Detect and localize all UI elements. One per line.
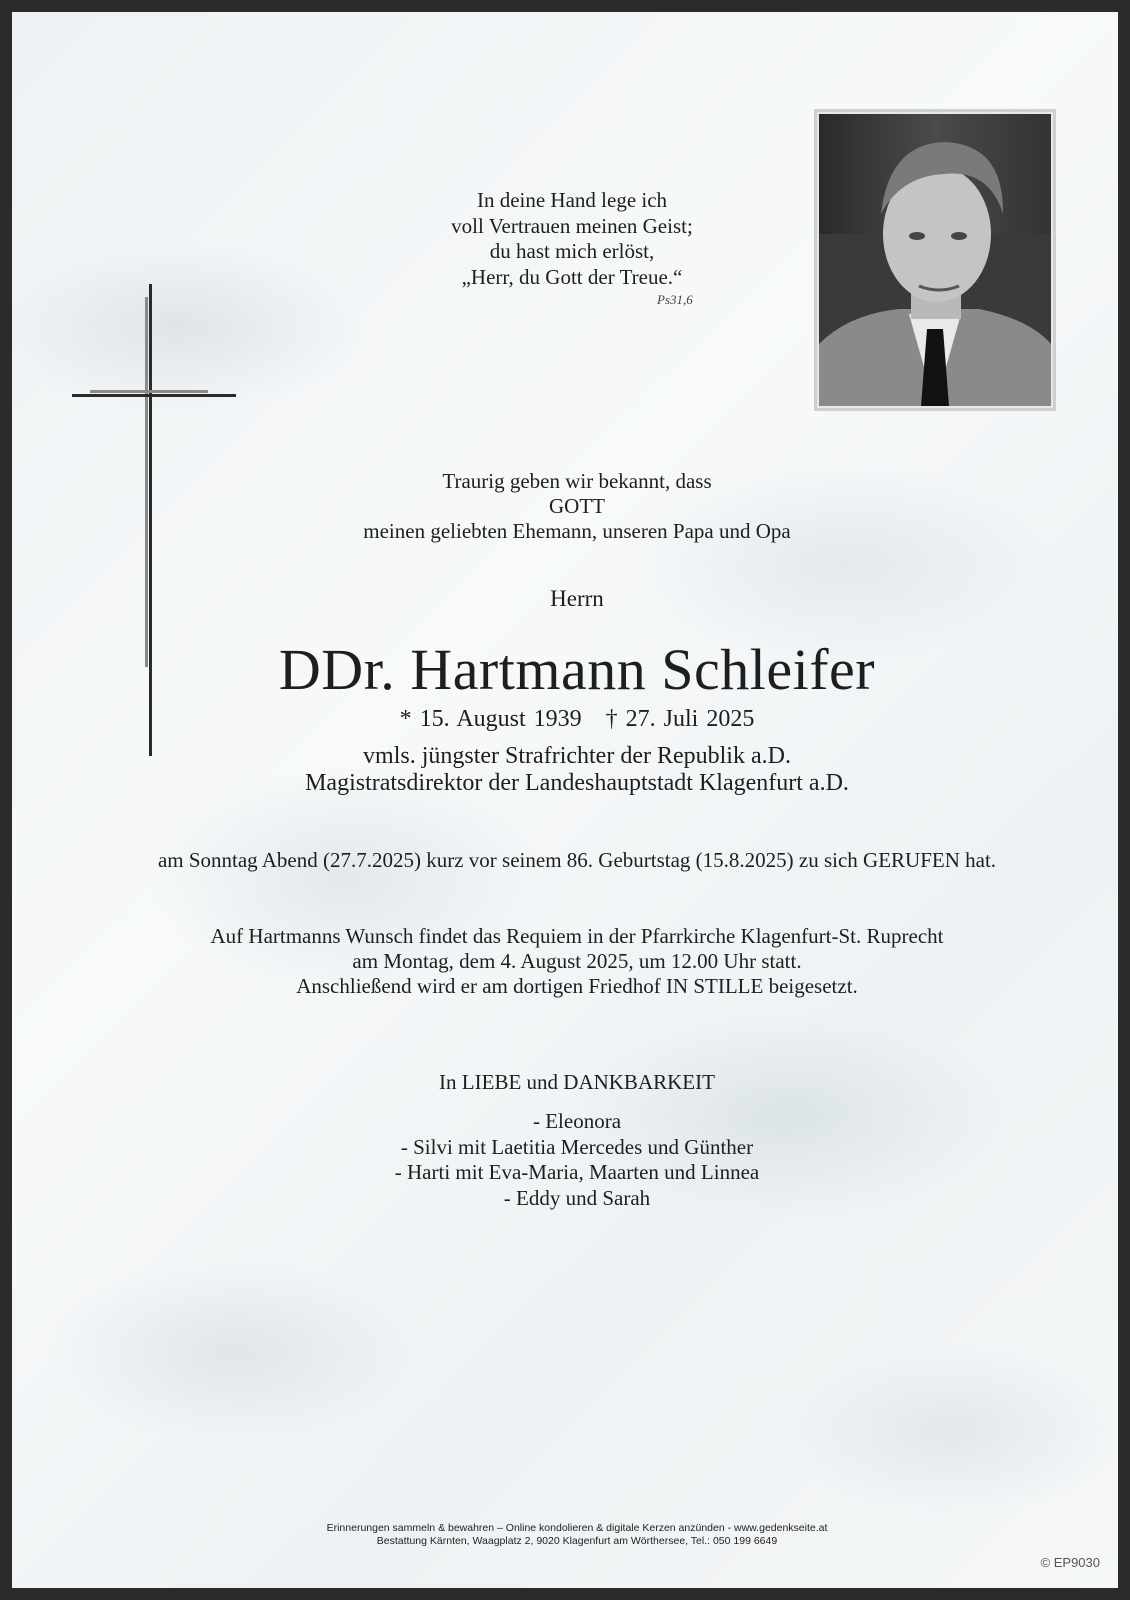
mourners-list — [12, 1109, 1130, 1211]
salutation: Herrn — [550, 586, 604, 611]
quote-line: du hast mich erlöst, — [489, 239, 655, 263]
announcement — [12, 469, 1130, 544]
requiem-info — [12, 924, 1130, 999]
requiem-line: Anschließend wird er am dortigen Friedhof IN STILLE beigesetzt. — [296, 974, 858, 998]
quote-line: In deine Hand lege ich — [476, 188, 668, 212]
requiem-line: Auf Hartmanns Wunsch findet das Requiem in der Pfarrkirche Klagenfurt-St. Ruprecht — [210, 924, 944, 948]
portrait-photo-icon — [819, 114, 1051, 406]
deceased-name: DDr. Hartmann Schleifer — [278, 637, 876, 702]
footer-line: Erinnerungen sammeln & bewahren – Online kondolieren & digitale Kerzen anzünden - www.gedenkseite.at — [326, 1522, 828, 1534]
footer — [12, 1522, 1130, 1548]
life-dates: * 15. August 1939 † 27. Juli 2025 — [399, 706, 755, 732]
mourners-heading: In LIEBE und DANKBARKEIT — [439, 1070, 715, 1094]
deceased-titles — [12, 743, 1130, 797]
announcement-line: Traurig geben wir bekannt, dass — [442, 469, 712, 493]
requiem-line: am Montag, dem 4. August 2025, um 12.00 Uhr statt. — [352, 949, 802, 973]
title-line: Magistratsdirektor der Landeshauptstadt Klagenfurt a.D. — [305, 770, 849, 796]
bible-quote — [372, 188, 772, 290]
document-code: © EP9030 — [1040, 1555, 1100, 1570]
title-line: vmls. jüngster Strafrichter der Republik a.D. — [363, 743, 791, 769]
quote-reference: Ps31,6 — [657, 292, 693, 307]
called-text: am Sonntag Abend (27.7.2025) kurz vor seinem 86. Geburtstag (15.8.2025) zu sich GERUFEN hat. — [157, 848, 997, 872]
mourner-item: - Silvi mit Laetitia Mercedes und Günther — [400, 1134, 754, 1159]
mourner-item: - Eddy und Sarah — [503, 1185, 651, 1210]
quote-line: voll Vertrauen meinen Geist; — [451, 213, 693, 238]
mourner-item: - Eleonora — [532, 1109, 622, 1133]
quote-line: „Herr, du Gott der Treue.“ — [461, 264, 683, 289]
portrait-photo — [814, 109, 1056, 411]
cross-crossbar — [72, 394, 236, 397]
footer-line: Bestattung Kärnten, Waagplatz 2, 9020 Klagenfurt am Wörthersee, Tel.: 050 199 6649 — [376, 1535, 778, 1547]
announcement-line: GOTT — [549, 494, 605, 518]
mourner-item: - Harti mit Eva-Maria, Maarten und Linnea — [394, 1160, 760, 1184]
announcement-line: meinen geliebten Ehemann, unseren Papa und Opa — [363, 519, 791, 543]
cross-shadow-horizontal — [90, 390, 208, 393]
